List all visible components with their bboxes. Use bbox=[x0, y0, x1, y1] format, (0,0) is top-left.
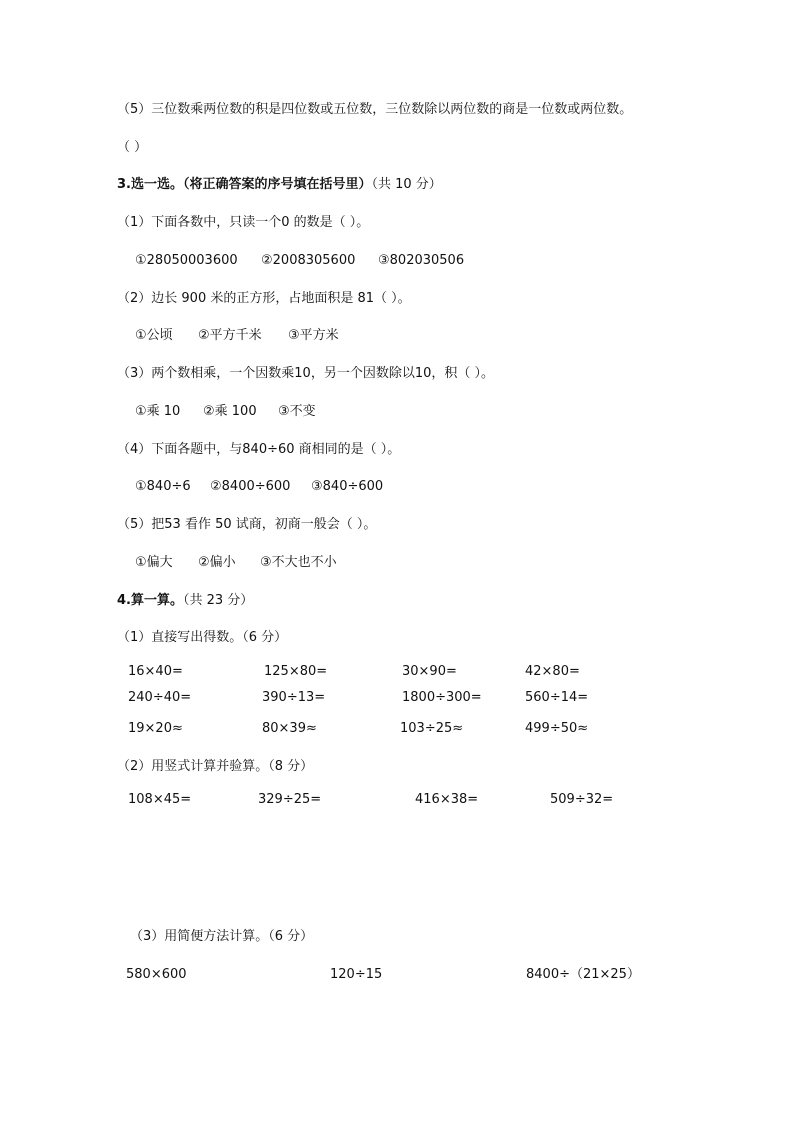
oral-calc-item: 1800÷300= bbox=[402, 690, 482, 705]
vertical-calc-item: 108×45= bbox=[128, 792, 192, 807]
simplify-calc-item: 120÷15 bbox=[330, 967, 383, 982]
oral-calc-item: 560÷14= bbox=[525, 690, 589, 705]
oral-calc-item: 390÷13= bbox=[262, 690, 326, 705]
part-1-label: （1）直接写出得数。（6 分） bbox=[117, 630, 288, 645]
choice-option-5-2[interactable]: ②偏小 bbox=[198, 555, 236, 570]
oral-calc-item: 16×40= bbox=[128, 664, 183, 679]
judge-question-5: （5）三位数乘两位数的积是四位数或五位数，三位数除以两位数的商是一位数或两位数。 bbox=[117, 102, 633, 117]
section-4-title bbox=[117, 592, 253, 610]
choice-option-4-1[interactable]: ①840÷6 bbox=[135, 479, 191, 494]
oral-calc-item: 30×90= bbox=[402, 664, 457, 679]
section-4-title-main: 4.算一算。 bbox=[117, 593, 183, 608]
part-3-label: （3）用简便方法计算。（6 分） bbox=[130, 929, 314, 944]
choice-question-3: （3）两个数相乘，一个因数乘10，另一个因数除以10，积（ ）。 bbox=[117, 366, 494, 381]
oral-calc-item: 499÷50≈ bbox=[525, 721, 589, 736]
choice-question-2: （2）边长 900 米的正方形，占地面积是 81（ ）。 bbox=[117, 291, 411, 306]
choice-option-4-2[interactable]: ②8400÷600 bbox=[210, 479, 291, 494]
choice-question-1: （1）下面各数中，只读一个0 的数是（ ）。 bbox=[117, 215, 370, 230]
section-3-title bbox=[117, 176, 442, 194]
section-3-score: （共 10 分） bbox=[371, 177, 442, 192]
vertical-calc-item: 509÷32= bbox=[550, 792, 614, 807]
choice-question-5: （5）把53 看作 50 试商，初商一般会（ ）。 bbox=[117, 517, 377, 532]
simplify-calc-item: 8400÷（21×25） bbox=[526, 967, 640, 982]
judge-answer-blank[interactable]: （ ） bbox=[117, 140, 148, 155]
section-4-score: （共 23 分） bbox=[182, 593, 254, 608]
simplify-calc-item: 580×600 bbox=[126, 967, 187, 982]
choice-option-5-3[interactable]: ③不大也不小 bbox=[260, 555, 337, 570]
part-2-label: （2）用竖式计算并验算。（8 分） bbox=[117, 759, 314, 774]
choice-question-4: （4）下面各题中，与840÷60 商相同的是（ ）。 bbox=[117, 442, 401, 457]
choice-option-2-2[interactable]: ②平方千米 bbox=[198, 328, 262, 343]
choice-option-2-1[interactable]: ①公顷 bbox=[135, 328, 173, 343]
choice-option-3-1[interactable]: ①乘 10 bbox=[135, 404, 181, 419]
choice-option-3-2[interactable]: ②乘 100 bbox=[203, 404, 257, 419]
choice-option-2-3[interactable]: ③平方米 bbox=[288, 328, 339, 343]
choice-option-4-3[interactable]: ③840÷600 bbox=[311, 479, 384, 494]
oral-calc-item: 125×80= bbox=[264, 664, 328, 679]
oral-calc-item: 19×20≈ bbox=[128, 721, 183, 736]
vertical-calc-item: 329÷25= bbox=[258, 792, 322, 807]
oral-calc-item: 240÷40= bbox=[128, 690, 192, 705]
oral-calc-item: 42×80= bbox=[525, 664, 580, 679]
choice-option-1-1[interactable]: ①28050003600 bbox=[135, 253, 238, 268]
oral-calc-item: 80×39≈ bbox=[262, 721, 317, 736]
vertical-calc-item: 416×38= bbox=[415, 792, 479, 807]
choice-option-1-2[interactable]: ②2008305600 bbox=[261, 253, 356, 268]
choice-option-3-3[interactable]: ③不变 bbox=[278, 404, 316, 419]
oral-calc-item: 103÷25≈ bbox=[400, 721, 464, 736]
section-3-title-main: 3.选一选。（将正确答案的序号填在括号里） bbox=[117, 177, 372, 192]
choice-option-1-3[interactable]: ③802030506 bbox=[378, 253, 465, 268]
choice-option-5-1[interactable]: ①偏大 bbox=[135, 555, 173, 570]
